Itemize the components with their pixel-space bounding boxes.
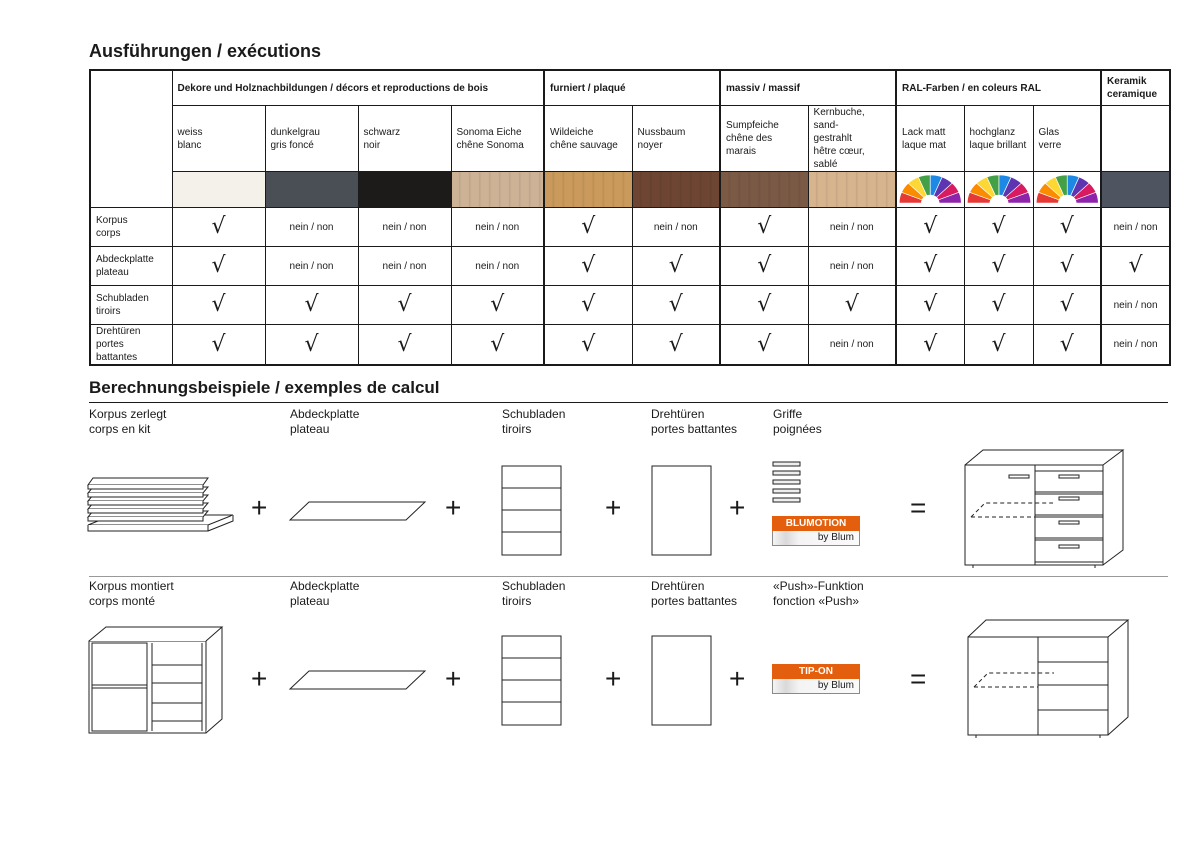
group-header: massiv / massif <box>720 70 896 106</box>
table-cell <box>808 325 896 366</box>
row-label: Schubladen tiroirs <box>90 286 172 325</box>
color-swatch <box>358 172 451 208</box>
table-cell <box>172 325 265 366</box>
checkmark-icon: √ <box>668 253 683 278</box>
group-header: Keramik ceramique <box>1101 70 1170 106</box>
executions-table <box>89 69 1171 366</box>
checkmark-icon: √ <box>1059 331 1074 357</box>
checkmark-icon: √ <box>581 292 596 317</box>
column-label: Glas verre <box>1033 106 1101 172</box>
availability-text: nein / non <box>382 221 427 233</box>
section-divider <box>89 402 1168 403</box>
checkmark-icon: √ <box>991 331 1006 357</box>
door-icon <box>651 465 713 557</box>
checkmark-icon: √ <box>923 331 938 357</box>
label-drehtueren: Drehtüren portes battantes <box>651 407 738 436</box>
checkmark-icon: √ <box>757 214 772 239</box>
availability-text: nein / non <box>289 260 334 272</box>
checkmark-icon: √ <box>668 292 683 317</box>
group-header: RAL-Farben / en coleurs RAL <box>896 70 1101 106</box>
top-plate-icon <box>289 501 427 523</box>
label-abdeckplatte: Abdeckplatte plateau <box>290 407 360 436</box>
plus-sign: + <box>445 492 462 523</box>
availability-text: nein / non <box>475 260 520 272</box>
table-cell <box>720 247 808 286</box>
equals-sign: = <box>910 663 927 694</box>
checkmark-icon: √ <box>1059 214 1074 239</box>
top-plate-icon <box>289 670 427 692</box>
assembled-sideboard-icon <box>963 447 1128 569</box>
checkmark-icon: √ <box>397 331 412 357</box>
color-swatch <box>544 172 632 208</box>
availability-text: nein / non <box>475 221 520 233</box>
checkmark-icon: √ <box>1059 292 1074 317</box>
section-title-executions: Ausführungen / exécutions <box>89 41 322 61</box>
group-header: furniert / plaqué <box>544 70 720 106</box>
checkmark-icon: √ <box>668 331 683 357</box>
blumotion-badge <box>772 516 860 546</box>
section-title-calculation: Berechnungsbeispiele / exemples de calcul <box>89 378 440 397</box>
checkmark-icon: √ <box>757 253 772 278</box>
table-cell <box>544 286 632 325</box>
table-cell <box>451 208 544 247</box>
checkmark-icon: √ <box>304 331 319 357</box>
column-label: schwarz noir <box>358 106 451 172</box>
label-schubladen-2: Schubladen tiroirs <box>502 579 566 608</box>
assembled-sideboard-push-icon <box>966 617 1131 739</box>
column-label: weiss blanc <box>172 106 265 172</box>
column-label: dunkelgrau gris foncé <box>265 106 358 172</box>
availability-text: nein / non <box>1113 339 1158 350</box>
label-drehtueren-2: Drehtüren portes battantes <box>651 579 738 608</box>
label-korpus-montiert: Korpus montiert corps monté <box>89 579 174 608</box>
assembled-carcass-icon <box>88 625 228 735</box>
checkmark-icon: √ <box>581 331 596 357</box>
group-header: Dekore und Holznachbildungen / décors et reproductions de bois <box>172 70 544 106</box>
table-cell <box>451 325 544 366</box>
color-swatch <box>265 172 358 208</box>
table-cell <box>172 247 265 286</box>
ral-color-fan-icon <box>1033 172 1101 208</box>
row-label: Abdeckplatte plateau <box>90 247 172 286</box>
color-swatch <box>451 172 544 208</box>
table-cell <box>808 247 896 286</box>
checkmark-icon: √ <box>211 253 226 278</box>
color-swatch <box>632 172 720 208</box>
table-cell <box>1033 208 1101 247</box>
table-cell <box>1033 325 1101 366</box>
table-cell <box>172 286 265 325</box>
table-cell <box>172 208 265 247</box>
availability-text: nein / non <box>1113 221 1158 233</box>
plus-sign: + <box>605 492 622 523</box>
table-cell <box>358 286 451 325</box>
column-label <box>1101 106 1170 172</box>
checkmark-icon: √ <box>304 292 319 317</box>
availability-text: nein / non <box>653 221 698 233</box>
table-cell <box>964 247 1033 286</box>
column-label: Wildeiche chêne sauvage <box>544 106 632 172</box>
ral-color-fan-icon <box>964 172 1033 208</box>
checkmark-icon: √ <box>1059 253 1074 278</box>
table-cell <box>808 286 896 325</box>
table-cell <box>544 247 632 286</box>
checkmark-icon: √ <box>581 214 596 239</box>
plus-sign: + <box>729 492 746 523</box>
availability-text: nein / non <box>1113 299 1158 311</box>
table-cell <box>1101 247 1170 286</box>
table-cell <box>1101 208 1170 247</box>
color-swatch <box>1101 172 1170 208</box>
plus-sign: + <box>605 663 622 694</box>
checkmark-icon: √ <box>211 292 226 317</box>
row-divider <box>89 576 1168 577</box>
table-cell <box>632 208 720 247</box>
checkmark-icon: √ <box>844 292 859 317</box>
table-cell <box>964 325 1033 366</box>
checkmark-icon: √ <box>757 292 772 317</box>
availability-text: nein / non <box>289 221 334 233</box>
checkmark-icon: √ <box>991 253 1006 278</box>
checkmark-icon: √ <box>923 214 938 239</box>
table-cell <box>720 208 808 247</box>
column-label: Sonoma Eiche chêne Sonoma <box>451 106 544 172</box>
column-label: Sumpfeiche chêne des marais <box>720 106 808 172</box>
availability-text: nein / non <box>829 339 874 350</box>
table-cell <box>265 208 358 247</box>
row-label: Drehtüren portes battantes <box>90 325 172 366</box>
handles-icon <box>772 461 804 505</box>
table-cell <box>265 286 358 325</box>
tip-on-badge <box>772 664 860 694</box>
table-cell <box>632 247 720 286</box>
checkmark-icon: √ <box>490 292 505 317</box>
column-label: Lack matt laque mat <box>896 106 964 172</box>
drawers-icon <box>501 465 563 557</box>
checkmark-icon: √ <box>490 331 505 357</box>
color-swatch <box>808 172 896 208</box>
table-cell <box>720 325 808 366</box>
checkmark-icon: √ <box>211 214 226 239</box>
table-cell <box>544 208 632 247</box>
color-swatch <box>172 172 265 208</box>
plus-sign: + <box>729 663 746 694</box>
label-korpus-zerlegt: Korpus zerlegt corps en kit <box>89 407 167 436</box>
table-cell <box>896 247 964 286</box>
tip-on-by-blum: by Blum <box>772 679 860 694</box>
table-cell <box>544 325 632 366</box>
column-label: Kernbuche, sand- gestrahlt hêtre cœur, sablé <box>808 106 896 172</box>
plus-sign: + <box>251 492 268 523</box>
checkmark-icon: √ <box>757 331 772 357</box>
checkmark-icon: √ <box>211 331 226 357</box>
tip-on-label: TIP-ON <box>772 664 860 679</box>
table-cell <box>1033 247 1101 286</box>
table-cell <box>265 325 358 366</box>
checkmark-icon: √ <box>991 292 1006 317</box>
plus-sign: + <box>445 663 462 694</box>
label-push-funktion: «Push»-Funktion fonction «Push» <box>773 579 864 608</box>
column-label: Nussbaum noyer <box>632 106 720 172</box>
table-cell <box>632 325 720 366</box>
checkmark-icon: √ <box>1128 253 1143 278</box>
table-cell <box>896 325 964 366</box>
blumotion-by-blum: by Blum <box>772 531 860 546</box>
flat-pack-panels-icon <box>88 475 238 545</box>
label-abdeckplatte-2: Abdeckplatte plateau <box>290 579 360 608</box>
table-cell <box>720 286 808 325</box>
color-swatch <box>720 172 808 208</box>
table-cell <box>1033 286 1101 325</box>
table-corner <box>90 70 172 208</box>
checkmark-icon: √ <box>923 292 938 317</box>
ral-color-fan-icon <box>896 172 964 208</box>
checkmark-icon: √ <box>397 292 412 317</box>
availability-text: nein / non <box>829 221 874 233</box>
checkmark-icon: √ <box>991 214 1006 239</box>
plus-sign: + <box>251 663 268 694</box>
checkmark-icon: √ <box>581 253 596 278</box>
label-schubladen: Schubladen tiroirs <box>502 407 566 436</box>
label-griffe: Griffe poignées <box>773 407 822 436</box>
row-label: Korpus corps <box>90 208 172 247</box>
availability-text: nein / non <box>829 260 874 272</box>
table-cell <box>358 247 451 286</box>
availability-text: nein / non <box>382 260 427 272</box>
equals-sign: = <box>910 492 927 523</box>
table-cell <box>632 286 720 325</box>
table-cell <box>964 286 1033 325</box>
table-cell <box>896 208 964 247</box>
table-cell <box>1101 286 1170 325</box>
table-cell <box>358 325 451 366</box>
table-cell <box>808 208 896 247</box>
column-label: hochglanz laque brillant <box>964 106 1033 172</box>
drawers-icon <box>501 635 563 727</box>
table-cell <box>964 208 1033 247</box>
table-cell <box>1101 325 1170 366</box>
table-cell <box>896 286 964 325</box>
checkmark-icon: √ <box>923 253 938 278</box>
door-icon <box>651 635 713 727</box>
table-cell <box>265 247 358 286</box>
table-cell <box>451 247 544 286</box>
table-cell <box>358 208 451 247</box>
blumotion-label: BLUMOTION <box>772 516 860 531</box>
table-cell <box>451 286 544 325</box>
